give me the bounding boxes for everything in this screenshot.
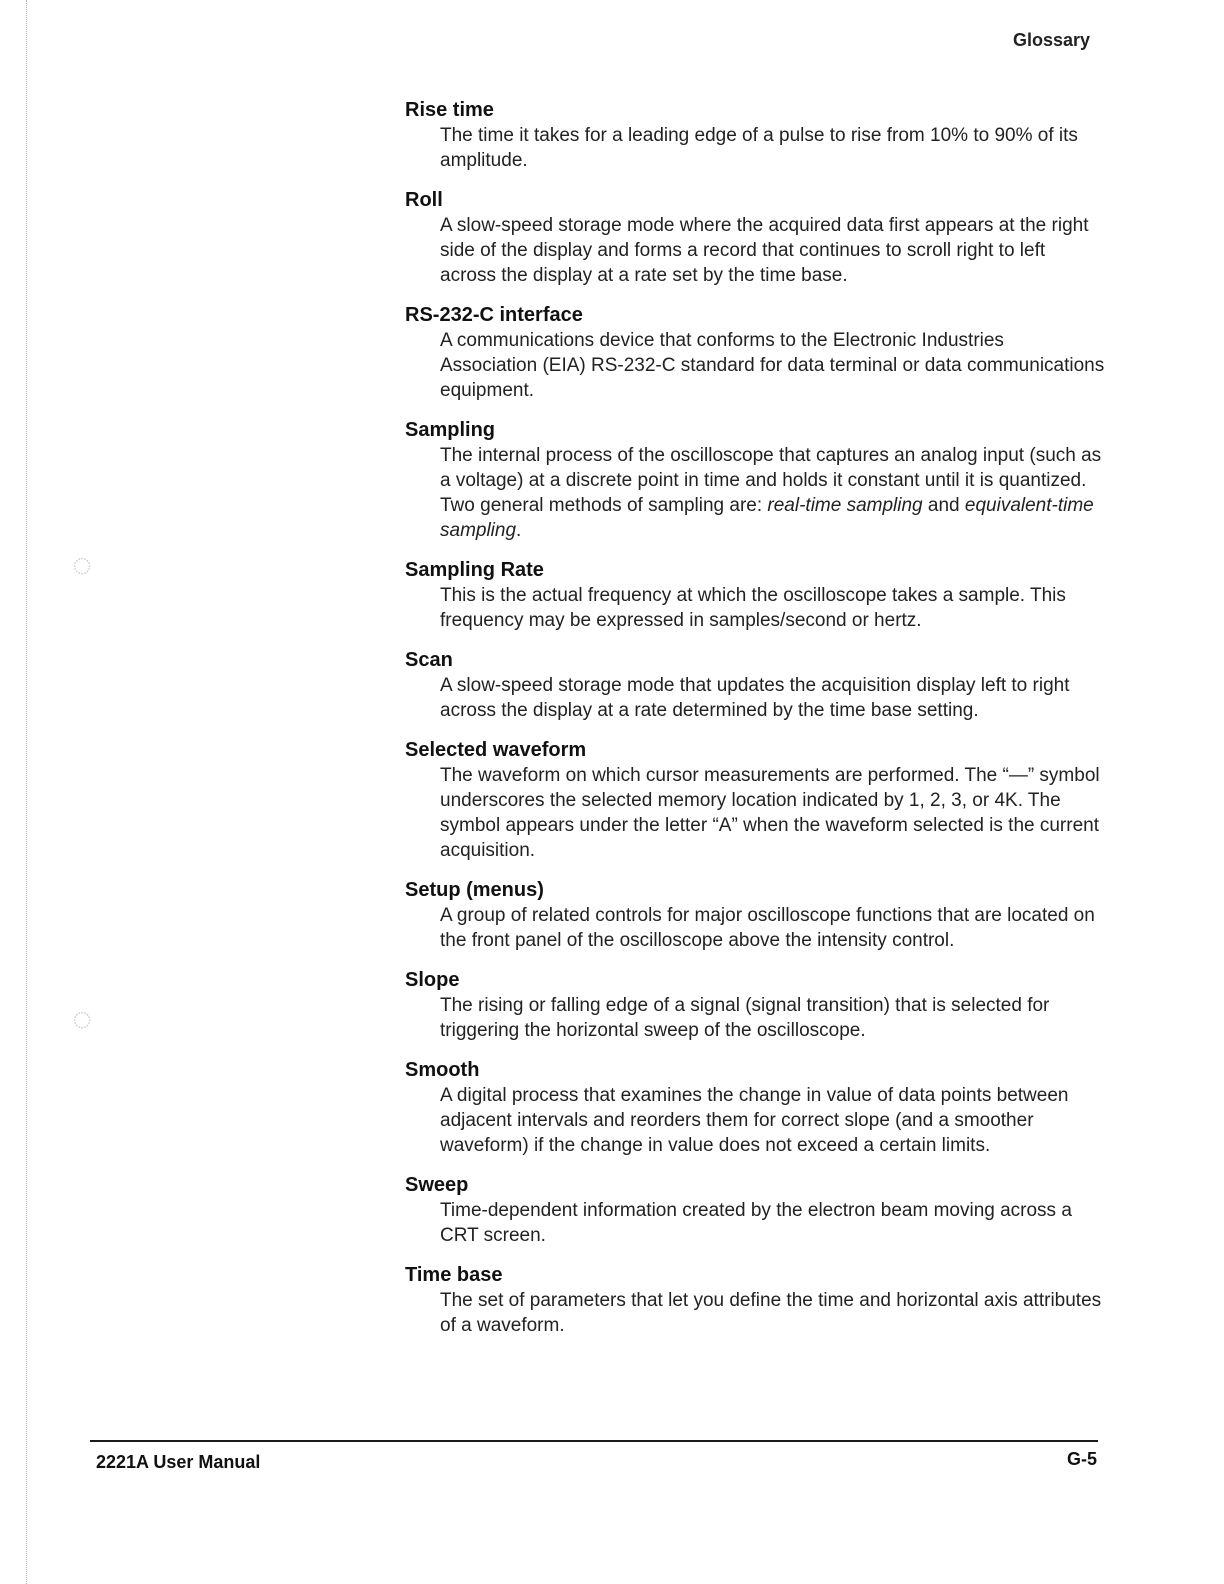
glossary-definition: A communications device that conforms to the Electronic Industries Association (EIA) RS-232-C standard for data terminal or data communications equipment. xyxy=(440,330,1105,401)
glossary-term: RS-232-C interface xyxy=(405,304,583,326)
glossary-list xyxy=(405,97,1105,1352)
glossary-definition: A slow-speed storage mode that updates the acquisition display left to right across the display at a rate determined by the time base setting. xyxy=(440,675,1070,721)
glossary-term: Selected waveform xyxy=(405,739,587,761)
glossary-definition: The rising or falling edge of a signal (signal transition) that is selected for triggering the horizontal sweep of the oscilloscope. xyxy=(440,995,1050,1041)
glossary-definition: A digital process that examines the change in value of data points between adjacent intervals and reorders them for correct slope (and a smoother waveform) if the change in value does not exceed a certain limits. xyxy=(440,1085,1069,1156)
glossary-entry xyxy=(405,967,1105,1043)
footer-manual-title: 2221A User Manual xyxy=(96,1452,261,1472)
scan-artifact: ◌ xyxy=(72,546,93,584)
page-binding-edge xyxy=(26,0,27,1584)
footer-rule xyxy=(90,1440,1098,1442)
glossary-definition: The set of parameters that let you define the time and horizontal axis attributes of a waveform. xyxy=(440,1290,1102,1336)
glossary-entry xyxy=(405,1172,1105,1248)
glossary-term: Smooth xyxy=(405,1059,480,1081)
glossary-entry xyxy=(405,737,1105,863)
glossary-term: Sampling xyxy=(405,419,496,441)
glossary-definition: Time-dependent information created by the electron beam moving across a CRT screen. xyxy=(440,1200,1072,1246)
running-header: Glossary xyxy=(1012,30,1090,50)
definition-text: The internal process of the oscilloscope that captures an analog input (such as a voltage) at a discrete point in time and holds it constant until it is quantized. Two general methods of sampling are: xyxy=(440,445,1102,516)
glossary-definition: The time it takes for a leading edge of a pulse to rise from 10% to 90% of its amplitude. xyxy=(440,125,1078,171)
glossary-entry xyxy=(405,647,1105,723)
glossary-term: Time base xyxy=(405,1264,503,1286)
emphasized-term: real-time sampling xyxy=(767,495,923,516)
glossary-definition: The waveform on which cursor measurements are performed. The “—” symbol underscores the selected memory location indicated by 1, 2, 3, or 4K. The symbol appears under the letter “A” when the waveform selected is the current acquisition. xyxy=(440,765,1100,861)
glossary-term: Roll xyxy=(405,189,443,211)
glossary-entry xyxy=(405,557,1105,633)
glossary-term: Rise time xyxy=(405,99,494,121)
page-number: G-5 xyxy=(1066,1449,1097,1469)
glossary-entry xyxy=(405,302,1105,403)
glossary-definition: A slow-speed storage mode where the acquired data first appears at the right side of the display and forms a record that continues to scroll right to left across the display at a rate set by the time base. xyxy=(440,215,1089,286)
scan-artifact: ◌ xyxy=(72,1000,93,1038)
glossary-term: Setup (menus) xyxy=(405,879,544,901)
definition-text: and xyxy=(922,495,965,516)
glossary-definition: A group of related controls for major oscilloscope functions that are located on the front panel of the oscilloscope above the intensity control. xyxy=(440,905,1095,951)
glossary-term: Sampling Rate xyxy=(405,559,544,581)
glossary-entry xyxy=(405,877,1105,953)
glossary-entry xyxy=(405,1057,1105,1158)
glossary-entry xyxy=(405,187,1105,288)
glossary-entry xyxy=(405,97,1105,173)
glossary-definition xyxy=(440,443,1105,543)
glossary-entry xyxy=(405,1262,1105,1338)
emphasized-term: equivalent-time sampling xyxy=(440,495,1094,541)
glossary-term: Scan xyxy=(405,649,453,671)
glossary-term: Slope xyxy=(405,969,460,991)
glossary-term: Sweep xyxy=(405,1174,469,1196)
definition-text: . xyxy=(516,520,522,541)
glossary-entry xyxy=(405,417,1105,543)
glossary-definition: This is the actual frequency at which the oscilloscope takes a sample. This frequency may be expressed in samples/second or hertz. xyxy=(440,585,1066,631)
